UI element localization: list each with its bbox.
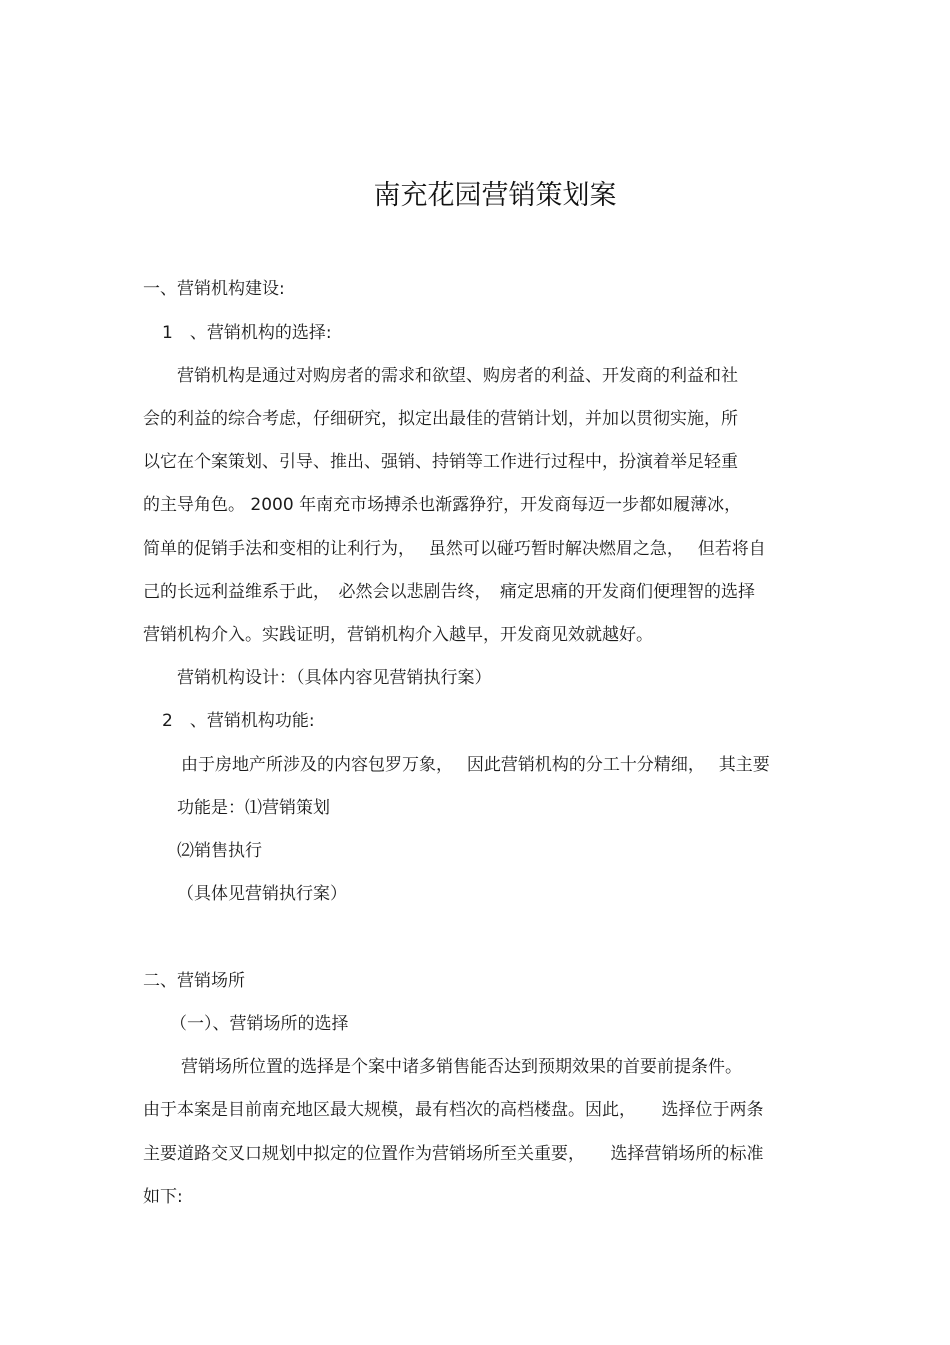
section-heading-1: 一、营销机构建设: [143,279,285,299]
document-title: 南充花园营销策划案 [373,180,617,211]
paragraph-line: 如下: [143,1187,183,1207]
subsection-heading-1-2: 2 、营销机构功能: [162,711,315,731]
design-note: 营销机构设计：（具体内容见营销执行案） [177,668,492,688]
paragraph-line: 己的长远利益维系于此， 必然会以悲剧告终， 痛定思痛的开发商们便理智的选择 [143,582,755,602]
paragraph-line: 营销机构介入。实践证明，营销机构介入越早，开发商见效就越好。 [143,625,653,645]
function-item: ⑵销售执行 [177,841,262,861]
paragraph-line: 主要道路交叉口规划中拟定的位置作为营销场所至关重要， 选择营销场所的标准 [143,1144,764,1164]
paragraph-line: 营销场所位置的选择是个案中诸多销售能否达到预期效果的首要前提条件。 [181,1057,742,1077]
paragraph-line: 以它在个案策划、引导、推出、强销、持销等工作进行过程中，扮演着举足轻重 [143,452,738,472]
subsection-heading-1-1: 1 、营销机构的选择: [162,323,332,343]
paragraph-line: 会的利益的综合考虑，仔细研究，拟定出最佳的营销计划，并加以贯彻实施，所 [143,409,738,429]
paragraph-line: 的主导角色。 2000 年南充市场搏杀也渐露狰狞，开发商每迈一步都如履薄冰， [143,495,742,515]
paragraph-line: 由于房地产所涉及的内容包罗万象， 因此营销机构的分工十分精细， 其主要 [181,755,770,775]
subsection-heading-2-1: （一）、营销场所的选择 [170,1014,349,1034]
paragraph-line: 营销机构是通过对购房者的需求和欲望、购房者的利益、开发商的利益和社 [177,366,738,386]
paragraph-line: 简单的促销手法和变相的让利行为， 虽然可以碰巧暂时解决燃眉之急， 但若将自 [143,539,766,559]
section-heading-2: 二、营销场所 [143,971,245,991]
paragraph-line: 由于本案是目前南充地区最大规模，最有档次的高档楼盘。因此， 选择位于两条 [143,1100,764,1120]
see-note: （具体见营销执行案） [177,884,347,904]
paragraph-line: 功能是：⑴营销策划 [177,798,330,818]
